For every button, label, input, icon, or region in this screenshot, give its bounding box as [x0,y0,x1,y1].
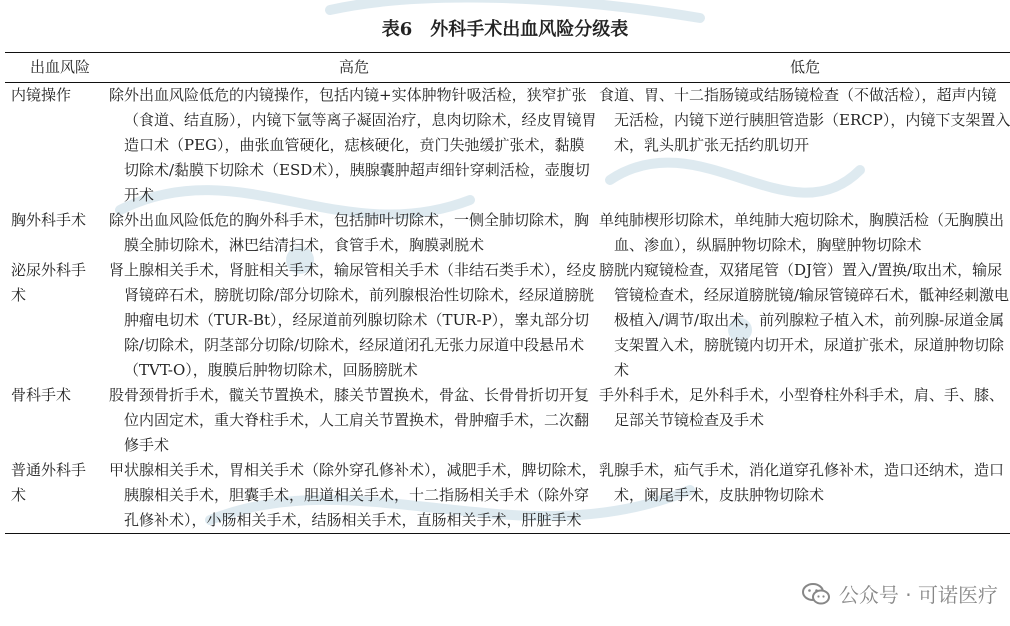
low-risk-cell [599,83,1010,209]
category-cell [5,83,109,209]
high-risk-cell [109,83,599,209]
high-risk-text: 甲状腺相关手术，胃相关手术（除外穿孔修补术），减肥手术，脾切除术，胰腺相关手术，胆囊手术，胆道相关手术，十二指肠相关手术（除外穿孔修补术），小肠相关手术，结肠相关手术，直肠相关手术，肝脏手术 [109,461,597,529]
category-cell [5,383,109,458]
high-risk-cell [109,208,599,258]
header-low-risk: 低危 [789,58,820,76]
header-high-risk: 高危 [338,58,369,76]
category-cell [5,208,109,258]
high-risk-cell [109,258,599,383]
table-row-general-surgery [5,458,1010,534]
table-title-text: 外科手术出血风险分级表 [430,19,629,40]
category-label: 泌尿外科手术 [11,261,87,304]
watermark-text: 公众号 · 可诺医疗 [838,583,998,607]
high-risk-text: 除外出血风险低危的内镜操作，包括内镜+实体肿物针吸活检，狭窄扩张（食道、结直肠），内镜下氩等离子凝固治疗，息肉切除术，经皮胃镜胃造口术（PEG），曲张血管硬化，痣核硬化，贲门失弛缓扩张术，黏膜切除术/黏膜下切除术（ESD术），胰腺囊肿超声细针穿刺活检，壶腹切开术 [109,86,597,204]
category-label: 骨科手术 [11,386,72,404]
header-risk: 出血风险 [29,58,90,76]
high-risk-text: 除外出血风险低危的胸外科手术，包括肺叶切除术，一侧全肺切除术，胸膜全肺切除术，淋巴结清扫术，食管手术，胸膜剥脱术 [109,211,590,254]
table-row-orthopedic [5,383,1010,458]
watermark [801,579,998,608]
category-cell [5,258,109,383]
table-number: 表6 [381,19,413,40]
table-row-urology [5,258,1010,383]
table-header-row [5,53,1010,83]
table-row-thoracic [5,208,1010,258]
low-risk-text: 乳腺手术，疝气手术，消化道穿孔修补术，造口还纳术，造口术，阑尾手术，皮肤肿物切除术 [599,461,1005,504]
category-label: 内镜操作 [11,86,72,104]
high-risk-text: 肾上腺相关手术，肾脏相关手术，输尿管相关手术（非结石类手术），经皮肾镜碎石术，膀胱切除/部分切除术，前列腺根治性切除术，经尿道膀胱肿瘤电切术（TUR-Bt），经尿道前列腺切除术（TUR-P），睾丸部分切除/切除术，阴茎部分切除/切除术，经尿道闭孔无张力尿道中段悬吊术（TVT-O），腹膜后肿物切除术，回肠膀胱术 [109,261,597,379]
low-risk-text: 膀胱内窥镜检查，双猪尾管（DJ管）置入/置换/取出术，输尿管镜检查术，经尿道膀胱镜/输尿管镜碎石术，骶神经刺激电极植入/调节/取出术，前列腺粒子植入术，前列腺-尿道金属支架置入术，膀胱镜内切开术，尿道扩张术，尿道肿物切除术 [599,261,1010,379]
high-risk-cell [109,383,599,458]
wechat-icon [801,581,831,607]
low-risk-text: 食道、胃、十二指肠镜或结肠镜检查（不做活检），超声内镜无活检，内镜下逆行胰胆管造影（ERCP），内镜下支架置入术，乳头肌扩张无括约肌切开 [599,86,1010,154]
bleeding-risk-table [5,52,1010,534]
high-risk-text: 股骨颈骨折手术，髋关节置换术，膝关节置换术，骨盆、长骨骨折切开复位内固定术，重大脊柱手术，人工肩关节置换术，骨肿瘤手术，二次翻修手术 [109,386,590,454]
category-label: 胸外科手术 [11,211,87,229]
low-risk-cell [599,208,1010,258]
category-label: 普通外科手术 [11,461,87,504]
document-page [0,18,1010,534]
table-row-endoscopy [5,83,1010,209]
low-risk-cell [599,258,1010,383]
low-risk-text: 手外科手术，足外科手术，小型脊柱外科手术，肩、手、膝、足部关节镜检查及手术 [599,386,1005,429]
table-title [0,18,1010,42]
low-risk-text: 单纯肺楔形切除术，单纯肺大疱切除术，胸膜活检（无胸膜出血、渗血），纵膈肿物切除术，胸壁肿物切除术 [599,211,1005,254]
category-cell [5,458,109,534]
high-risk-cell [109,458,599,534]
low-risk-cell [599,383,1010,458]
low-risk-cell [599,458,1010,534]
